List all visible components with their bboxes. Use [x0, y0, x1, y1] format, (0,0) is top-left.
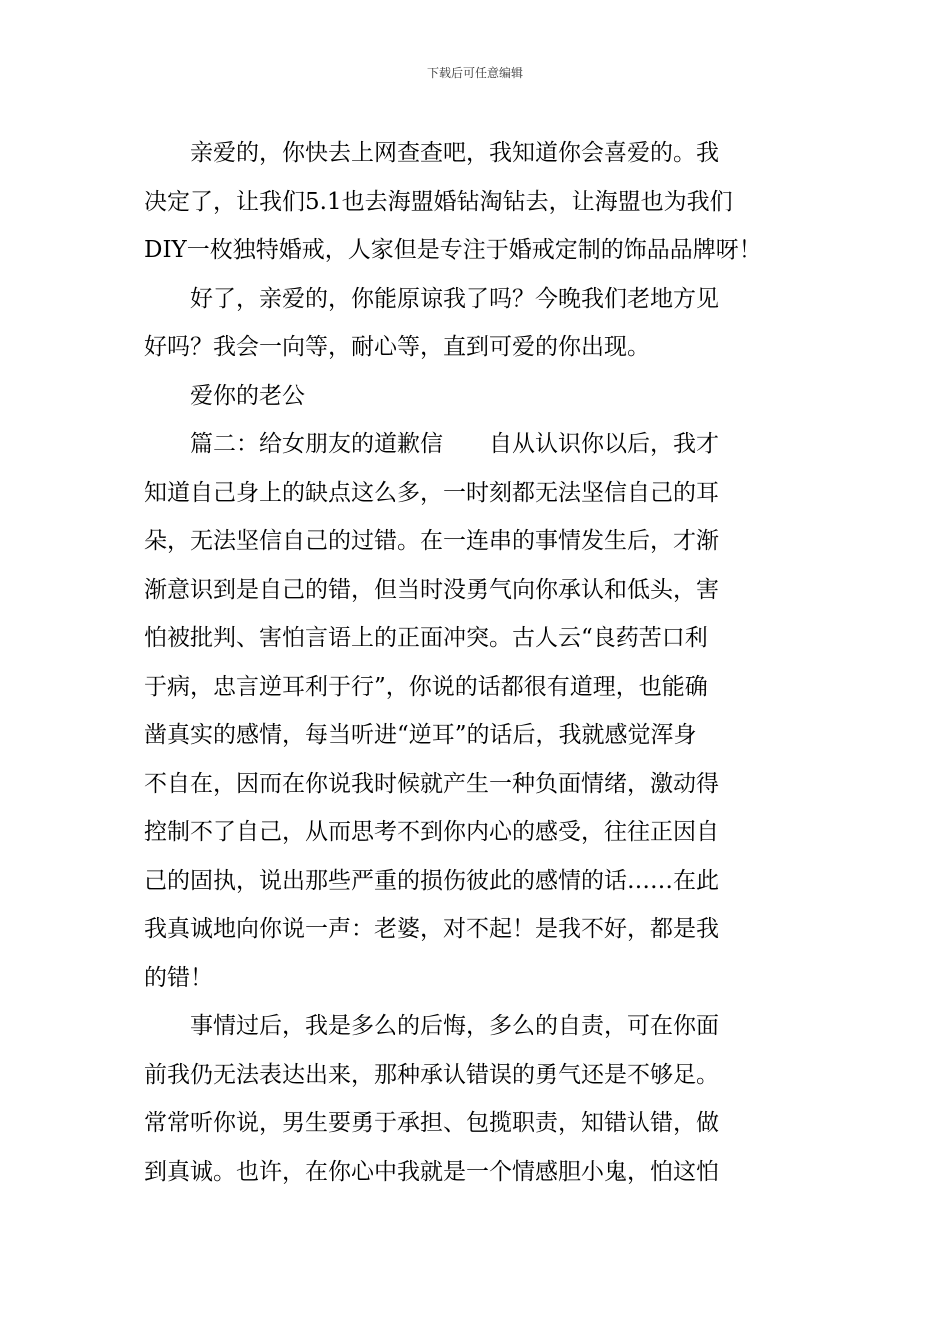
text-line: 事情过后，我是多么的后悔，多么的自责，可在你面 [190, 1013, 719, 1039]
text-line: 到真诚。也许，在你心中我就是一个情感胆小鬼，怕这怕 [144, 1158, 719, 1185]
text-line: 怕被批判、害怕言语上的正面冲突。古人云“良药苦口利 [144, 625, 708, 651]
signature-line [144, 372, 810, 421]
text-line: 好了，亲爱的，你能原谅我了吗？今晚我们老地方见 [190, 285, 719, 312]
text-line: 常常听你说，男生要勇于承担、包揽职责，知错认错，做 [144, 1110, 719, 1136]
text-line: 朵，无法坚信自己的过错。在一连串的事情发生后，才渐 [144, 528, 719, 554]
paragraph-1 [144, 129, 810, 275]
text-line: 我真诚地向你说一声：老婆，对不起！是我不好，都是我 [144, 916, 719, 942]
text-line: 决定了，让我们5.1也去海盟婚钻淘钻去，让海盟也为我们 [144, 188, 733, 215]
paragraph-4 [144, 1002, 810, 1196]
text-line: 于病，忠言逆耳利于行”，你说的话都很有道理，也能确 [144, 673, 708, 700]
paragraph-2 [144, 275, 810, 372]
text-line: 亲爱的，你快去上网查查吧，我知道你会喜爱的。我 [190, 140, 719, 166]
paragraph-3 [144, 420, 810, 1002]
text-line: 篇二：给女朋友的道歉信 自从认识你以后，我才 [190, 431, 719, 457]
text-line: 己的固执，说出那些严重的损伤彼此的感情的话……在此 [144, 867, 719, 894]
text-line: 好吗？我会一向等，耐心等，直到可爱的你出现。 [144, 334, 650, 360]
text-line: 渐意识到是自己的错，但当时没勇气向你承认和低头，害 [144, 576, 719, 603]
text-line: 不自在，因而在你说我时候就产生一种负面情绪，激动得 [144, 770, 719, 797]
page-header: 下载后可任意编辑 [426, 66, 523, 80]
text-line: DIY一枚独特婚戒，人家但是专注于婚戒定制的饰品品牌呀！ [144, 237, 762, 263]
text-line: 控制不了自己，从而思考不到你内心的感受，往往正因自 [144, 819, 719, 845]
text-line: 知道自己身上的缺点这么多，一时刻都无法坚信自己的耳 [144, 479, 719, 506]
text-line: 爱你的老公 [190, 382, 305, 409]
document-body [144, 129, 810, 1196]
text-line: 凿真实的感情，每当听进“逆耳”的话后，我就感觉浑身 [144, 722, 697, 748]
text-line: 前我仍无法表达出来，那种承认错误的勇气还是不够足。 [144, 1061, 719, 1088]
text-line: 的错！ [144, 964, 213, 991]
